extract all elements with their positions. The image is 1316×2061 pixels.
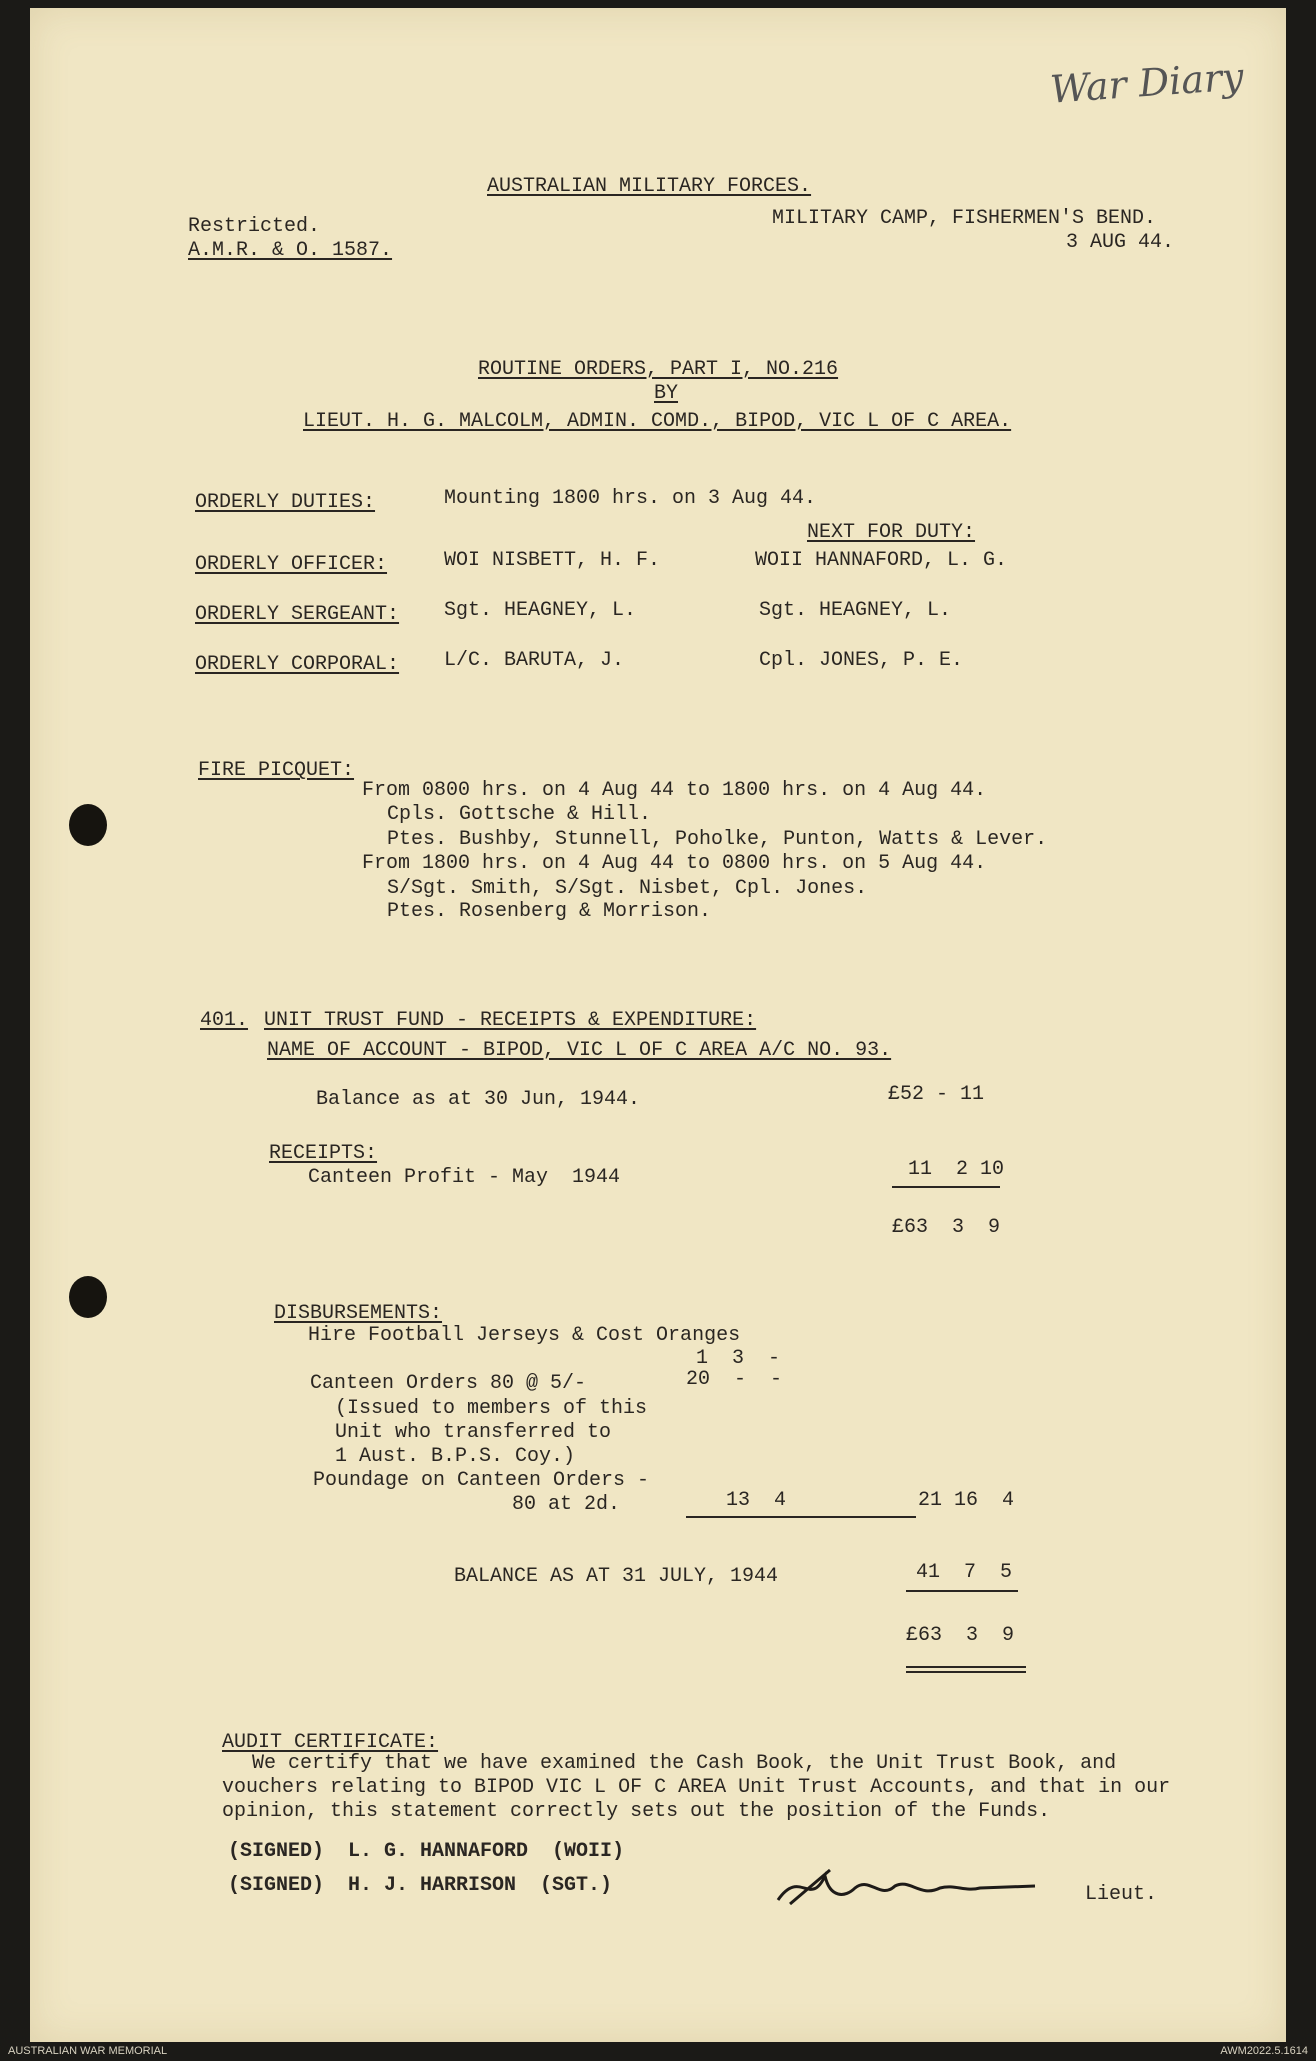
orderly-sergeant-current: Sgt. HEAGNEY, L. (444, 599, 637, 622)
footer-institution: AUSTRALIAN WAR MEMORIAL (8, 2045, 168, 2057)
orders-by: BY (654, 382, 679, 405)
punch-hole-upper (69, 804, 107, 846)
fire-picquet-line: S/Sgt. Smith, S/Sgt. Nisbet, Cpl. Jones. (387, 877, 868, 900)
handwritten-signature (770, 1858, 1040, 1918)
double-rule-bottom (906, 1671, 1026, 1673)
audit-text: vouchers relating to BIPOD VIC L OF C AREA Unit Trust Accounts, and that in our (222, 1776, 1171, 1799)
reference-number: A.M.R. & O. 1587. (188, 239, 393, 262)
audit-label: AUDIT CERTIFICATE: (222, 1731, 439, 1754)
subtotal-rule (892, 1186, 1000, 1188)
fire-picquet-line: Ptes. Bushby, Stunnell, Poholke, Punton, Watts & Lever. (387, 828, 1048, 851)
disbursement-line: Hire Football Jerseys & Cost Oranges (308, 1324, 741, 1347)
restricted-marking: Restricted. (188, 215, 321, 238)
signatory-1: (SIGNED) L. G. HANNAFORD (WOII) (228, 1840, 625, 1863)
audit-text: We certify that we have examined the Cash Book, the Unit Trust Book, and (252, 1752, 1117, 1775)
next-for-duty-header: NEXT FOR DUTY: (807, 521, 976, 544)
closing-balance-label: BALANCE AS AT 31 JULY, 1944 (454, 1565, 779, 1588)
fire-picquet-label: FIRE PICQUET: (198, 759, 355, 782)
orderly-sergeant-next: Sgt. HEAGNEY, L. (759, 599, 952, 622)
receipts-total: £63 3 9 (892, 1216, 1001, 1239)
audit-text: opinion, this statement correctly sets out the position of the Funds. (222, 1800, 1051, 1823)
orderly-corporal-next: Cpl. JONES, P. E. (759, 649, 964, 672)
grand-total: £63 3 9 (906, 1624, 1015, 1647)
punch-hole-lower (69, 1276, 107, 1318)
date: 3 AUG 44. (1066, 231, 1175, 254)
fire-picquet-line: Ptes. Rosenberg & Morrison. (387, 900, 712, 923)
fire-picquet-line: Cpls. Gottsche & Hill. (387, 803, 652, 826)
footer-accession-number: AWM2022.5.1614 (1220, 2045, 1308, 2057)
disbursement-line: 80 at 2d. (512, 1493, 621, 1516)
page-heading: AUSTRALIAN MILITARY FORCES. (487, 175, 812, 198)
disbursement-rule (686, 1516, 916, 1518)
disbursement-amount: 20 - - (686, 1368, 783, 1391)
disbursement-amount: 1 3 - (696, 1347, 781, 1370)
fire-picquet-line: From 1800 hrs. on 4 Aug 44 to 0800 hrs. on 5 Aug 44. (362, 852, 987, 875)
closing-balance-amount: 41 7 5 (916, 1561, 1013, 1584)
double-rule-top (906, 1666, 1026, 1668)
signature-title: Lieut. (1085, 1883, 1158, 1906)
total-rule (906, 1590, 1018, 1592)
orderly-officer-label: ORDERLY OFFICER: (195, 553, 388, 576)
disbursement-line: Unit who transferred to (335, 1421, 612, 1444)
disbursement-line: (Issued to members of this (335, 1397, 648, 1420)
opening-balance-amount: £52 - 11 (888, 1083, 985, 1106)
location: MILITARY CAMP, FISHERMEN'S BEND. (772, 207, 1157, 230)
disbursement-line: Canteen Orders 80 @ 5/- (310, 1372, 587, 1395)
document-page (30, 8, 1286, 2042)
disbursement-line: Poundage on Canteen Orders - (313, 1469, 650, 1492)
disbursement-total: 21 16 4 (918, 1489, 1015, 1512)
orderly-duties-label: ORDERLY DUTIES: (195, 491, 376, 514)
receipts-amount: 11 2 10 (908, 1158, 1005, 1181)
mounting-time: Mounting 1800 hrs. on 3 Aug 44. (444, 487, 817, 510)
fire-picquet-line: From 0800 hrs. on 4 Aug 44 to 1800 hrs. on 4 Aug 44. (362, 779, 987, 802)
orderly-corporal-current: L/C. BARUTA, J. (444, 649, 625, 672)
orderly-corporal-label: ORDERLY CORPORAL: (195, 653, 400, 676)
opening-balance-label: Balance as at 30 Jun, 1944. (316, 1088, 641, 1111)
war-diary-annotation: War Diary (1048, 54, 1245, 112)
orderly-officer-next: WOII HANNAFORD, L. G. (755, 549, 1008, 572)
section-number: 401. (200, 1009, 249, 1032)
orderly-sergeant-label: ORDERLY SERGEANT: (195, 603, 400, 626)
orders-title: ROUTINE ORDERS, PART I, NO.216 (478, 358, 839, 381)
orderly-officer-current: WOI NISBETT, H. F. (444, 549, 661, 572)
commander: LIEUT. H. G. MALCOLM, ADMIN. COMD., BIPOD, VIC L OF C AREA. (303, 410, 1012, 433)
signatory-2: (SIGNED) H. J. HARRISON (SGT.) (228, 1874, 613, 1897)
receipts-item: Canteen Profit - May 1944 (308, 1166, 621, 1189)
fund-title: UNIT TRUST FUND - RECEIPTS & EXPENDITURE: (264, 1009, 757, 1032)
disbursement-amount: 13 4 (726, 1489, 787, 1512)
disbursements-label: DISBURSEMENTS: (274, 1302, 443, 1325)
receipts-label: RECEIPTS: (269, 1142, 378, 1165)
account-name: NAME OF ACCOUNT - BIPOD, VIC L OF C AREA A/C NO. 93. (267, 1039, 892, 1062)
disbursement-line: 1 Aust. B.P.S. Coy.) (335, 1445, 576, 1468)
